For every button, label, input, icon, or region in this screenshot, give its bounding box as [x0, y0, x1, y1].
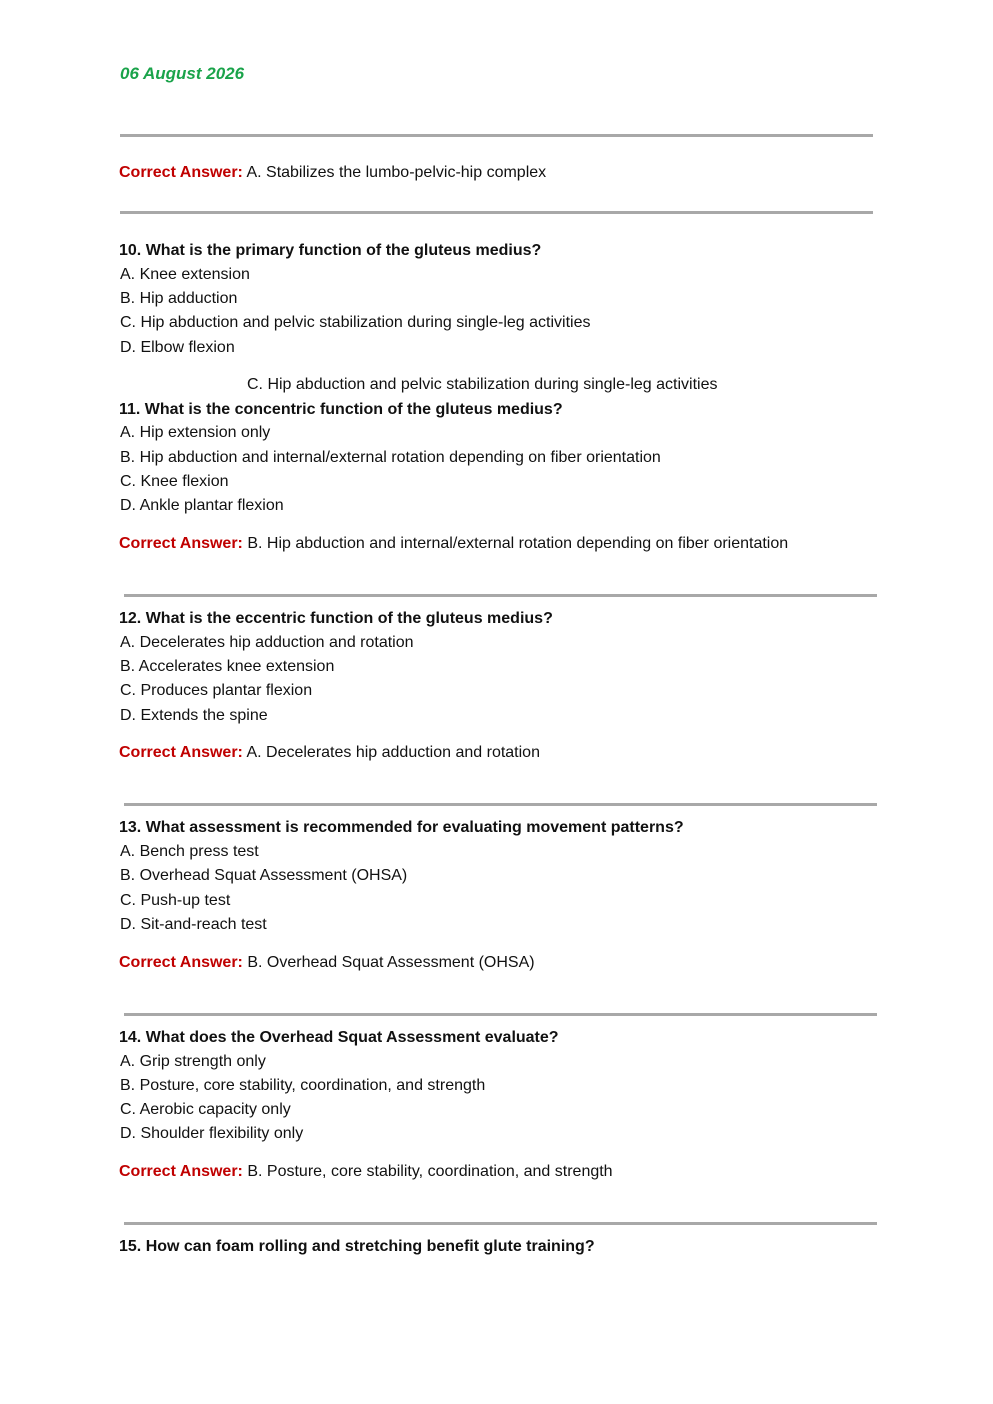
correct-answer-label: Correct Answer:	[119, 535, 243, 552]
divider	[124, 1013, 877, 1016]
option: D. Sit-and-reach test	[120, 916, 267, 933]
correct-answer-text: A. Decelerates hip adduction and rotation	[246, 744, 540, 761]
option: A. Grip strength only	[120, 1053, 266, 1070]
option: C. Produces plantar flexion	[120, 682, 313, 699]
option: B. Overhead Squat Assessment (OHSA)	[120, 867, 408, 884]
option: B. Hip abduction and internal/external rotation depending on fiber orientation	[120, 449, 661, 466]
option: D. Extends the spine	[120, 707, 268, 724]
option: D. Elbow flexion	[120, 339, 235, 356]
option: D. Ankle plantar flexion	[120, 497, 284, 514]
option: C. Push-up test	[120, 892, 231, 909]
divider	[124, 803, 877, 806]
option: A. Hip extension only	[120, 424, 271, 441]
correct-answer	[119, 743, 540, 763]
question-12: 12. What is the eccentric function of the gluteus medius?	[119, 610, 553, 627]
option: A. Decelerates hip adduction and rotation	[120, 634, 414, 651]
correct-answer-text: A. Stabilizes the lumbo-pelvic-hip complex	[246, 164, 547, 181]
option: C. Aerobic capacity only	[120, 1101, 291, 1118]
divider	[120, 211, 873, 214]
option: A. Bench press test	[120, 843, 259, 860]
divider	[124, 1222, 877, 1225]
correct-answer	[119, 163, 546, 183]
question-10: 10. What is the primary function of the gluteus medius?	[119, 242, 542, 259]
option: C. Knee flexion	[120, 473, 229, 490]
correct-answer-text: C. Hip abduction and pelvic stabilization during single-leg activities	[247, 376, 718, 393]
correct-answer-label: Correct Answer:	[119, 164, 243, 181]
question-14: 14. What does the Overhead Squat Assessment evaluate?	[119, 1029, 559, 1046]
correct-answer-label: Correct Answer:	[119, 954, 243, 971]
option: B. Posture, core stability, coordination, and strength	[120, 1077, 486, 1094]
correct-answer-label: Correct Answer:	[119, 1163, 243, 1180]
correct-answer-text: B. Posture, core stability, coordination, and strength	[247, 1163, 613, 1180]
option: A. Knee extension	[120, 266, 250, 283]
correct-answer	[119, 534, 788, 554]
document-date: 06 August 2026	[120, 64, 245, 83]
option: B. Accelerates knee extension	[120, 658, 335, 675]
divider	[120, 134, 873, 137]
option: C. Hip abduction and pelvic stabilization during single-leg activities	[120, 314, 591, 331]
correct-answer	[119, 953, 535, 973]
question-13: 13. What assessment is recommended for evaluating movement patterns?	[119, 819, 684, 836]
correct-answer-label: Correct Answer:	[119, 744, 243, 761]
option: D. Shoulder flexibility only	[120, 1125, 304, 1142]
correct-answer-text: B. Hip abduction and internal/external rotation depending on fiber orientation	[247, 535, 789, 552]
question-11: 11. What is the concentric function of the gluteus medius?	[119, 401, 563, 418]
question-15: 15. How can foam rolling and stretching benefit glute training?	[119, 1238, 595, 1255]
divider	[124, 594, 877, 597]
correct-answer-text: B. Overhead Squat Assessment (OHSA)	[247, 954, 535, 971]
correct-answer	[119, 1162, 613, 1182]
option: B. Hip adduction	[120, 290, 238, 307]
